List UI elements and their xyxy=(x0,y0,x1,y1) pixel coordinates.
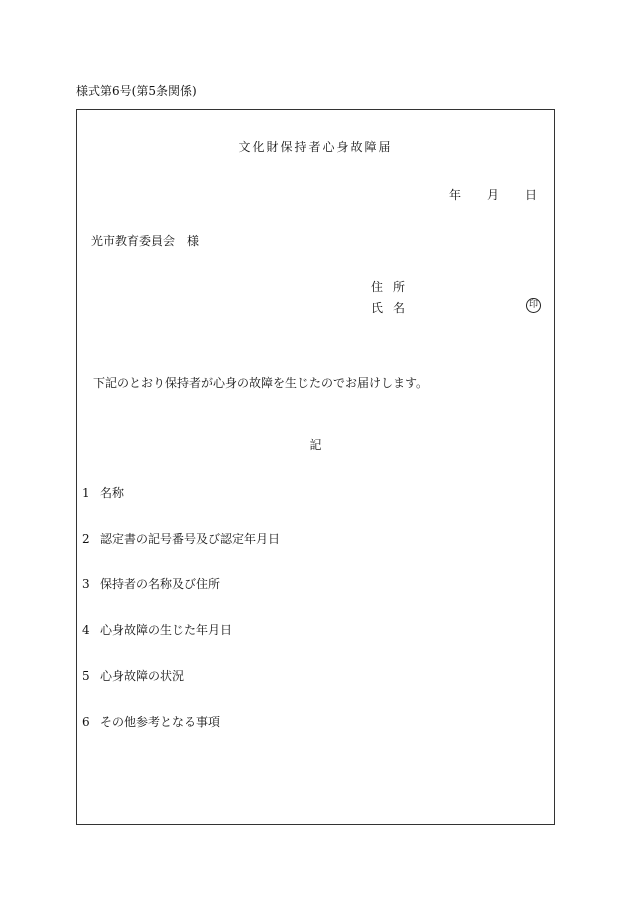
item-number: 1 xyxy=(82,486,90,500)
name-label: 氏名 xyxy=(371,301,416,315)
item-text: 保持者の名称及び住所 xyxy=(100,577,221,591)
list-item xyxy=(82,623,232,637)
item-text: 名称 xyxy=(100,486,125,500)
item-text: 認定書の記号番号及び認定年月日 xyxy=(100,532,281,546)
item-text: 心身故障の状況 xyxy=(100,669,185,683)
document-title: 文化財保持者心身故障届 xyxy=(238,140,393,154)
date-day-label: 日 xyxy=(524,188,537,202)
item-number: 5 xyxy=(82,669,90,683)
form-number-label: 様式第6号(第5条関係) xyxy=(76,84,197,98)
item-number: 2 xyxy=(82,532,90,546)
item-number: 3 xyxy=(82,577,90,591)
list-item xyxy=(82,532,280,546)
item-number: 4 xyxy=(82,623,90,637)
item-number: 6 xyxy=(82,715,90,729)
list-item xyxy=(82,669,184,683)
ki-heading: 記 xyxy=(309,438,322,452)
item-text: その他参考となる事項 xyxy=(100,715,221,729)
item-text: 心身故障の生じた年月日 xyxy=(100,623,233,637)
addressee: 光市教育委員会 様 xyxy=(91,234,200,248)
form-frame xyxy=(76,109,555,825)
address-label: 住所 xyxy=(371,280,416,294)
date-year-label: 年 xyxy=(448,188,461,202)
list-item xyxy=(82,486,124,500)
intro-text: 下記のとおり保持者が心身の故障を生じたのでお届けします。 xyxy=(93,376,429,390)
list-item xyxy=(82,577,220,591)
date-row xyxy=(449,188,537,202)
date-month-label: 月 xyxy=(486,188,499,202)
seal-icon: 印 xyxy=(526,298,541,313)
list-item xyxy=(82,715,220,729)
